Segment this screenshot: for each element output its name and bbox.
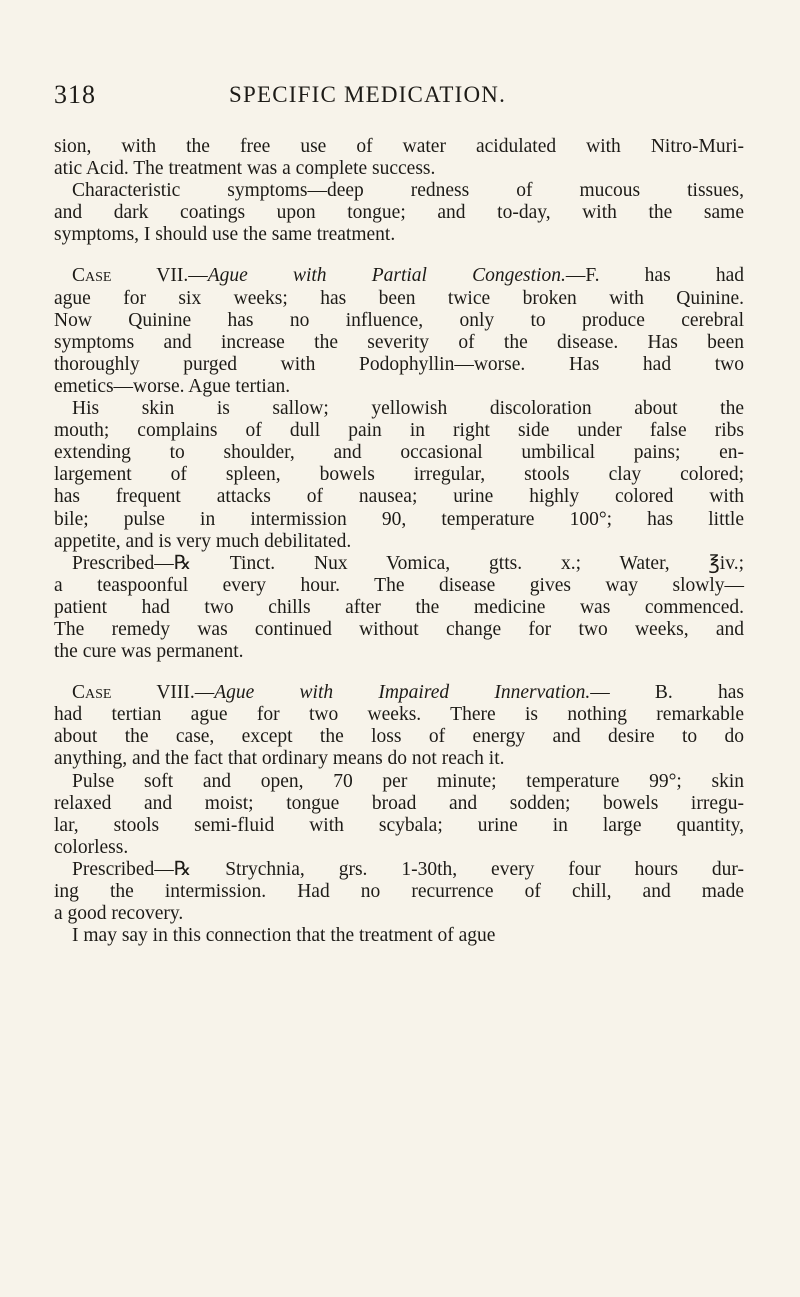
text-line: ing the intermission. Had no recurrence of chill, and made	[54, 881, 744, 902]
text-line: a teaspoonful every hour. The disease gives way slowly—	[54, 574, 744, 596]
text-line: The remedy was continued without change for two weeks, and	[54, 618, 744, 640]
page-header	[54, 80, 734, 120]
text-line: sion, with the free use of water acidulated with Nitro-Muri-	[54, 136, 744, 157]
text-line: has frequent attacks of nausea; urine highly colored with	[54, 486, 744, 508]
text-line: extending to shoulder, and occasional umbilical pains; en-	[54, 442, 744, 464]
text-line: His skin is sallow; yellowish discoloration about the	[72, 398, 744, 420]
case-vii-section	[54, 265, 744, 663]
text-line: and dark coatings upon tongue; and to-day, with the same	[54, 202, 744, 224]
text-line: anything, and the fact that ordinary means do not reach it.	[54, 748, 505, 770]
case-heading-rest: —F. has had	[565, 265, 745, 287]
running-title: SPECIFIC MEDICATION.	[229, 82, 507, 107]
text-line: largement of spleen, bowels irregular, stools clay colored;	[54, 464, 744, 486]
case-heading-line	[54, 682, 744, 704]
text-line: thoroughly purged with Podophyllin—worse. Has had two	[54, 353, 744, 375]
text-line: lar, stools semi-fluid with scybala; urine in large quantity,	[54, 814, 744, 836]
case-title: Ague with Partial Congestion.	[207, 265, 566, 287]
case-heading-rest: — B. has	[590, 682, 745, 704]
text-line: symptoms, I should use the same treatment.	[54, 224, 396, 246]
text-line: patient had two chills after the medicine was commenced.	[54, 596, 744, 618]
text-line: ague for six weeks; has been twice broken with Quinine.	[54, 287, 744, 309]
text-line: mouth; complains of dull pain in right side under false ribs	[54, 420, 744, 442]
text-line: bile; pulse in intermission 90, temperature 100°; has little	[54, 508, 744, 530]
case-heading-line	[54, 265, 744, 287]
case-label: Case VIII.—	[72, 682, 215, 704]
paragraph-continuation	[54, 136, 744, 246]
text-line: Prescribed—℞ Strychnia, grs. 1-30th, every four hours dur-	[72, 858, 744, 880]
text-line: Pulse soft and open, 70 per minute; temperature 99°; skin	[72, 770, 744, 792]
text-line: had tertian ague for two weeks. There is nothing remarkable	[54, 704, 744, 726]
body-text	[54, 136, 744, 947]
case-title: Ague with Impaired Innervation.	[214, 682, 591, 704]
text-line: Characteristic symptoms—deep redness of mucous tissues,	[72, 180, 744, 202]
case-viii-section	[54, 682, 744, 947]
text-line: about the case, except the loss of energy and desire to do	[54, 726, 744, 748]
page-number: 318	[54, 80, 96, 109]
text-line: symptoms and increase the severity of the disease. Has been	[54, 331, 744, 353]
text-line: relaxed and moist; tongue broad and sodden; bowels irregu-	[54, 792, 744, 814]
text-line: a good recovery.	[54, 903, 184, 925]
text-line: colorless.	[54, 836, 129, 858]
text-line: Prescribed—℞ Tinct. Nux Vomica, gtts. x.; Water, ℥iv.;	[72, 552, 744, 574]
text-line: I may say in this connection that the treatment of ague	[72, 925, 496, 947]
text-line: Now Quinine has no influence, only to produce cerebral	[54, 309, 744, 331]
text-line: emetics—worse. Ague tertian.	[54, 375, 291, 397]
text-line: atic Acid. The treatment was a complete success.	[54, 158, 436, 180]
case-label: Case VII.—	[72, 265, 208, 287]
text-line: the cure was permanent.	[54, 641, 244, 663]
text-line: appetite, and is very much debilitated.	[54, 530, 352, 552]
